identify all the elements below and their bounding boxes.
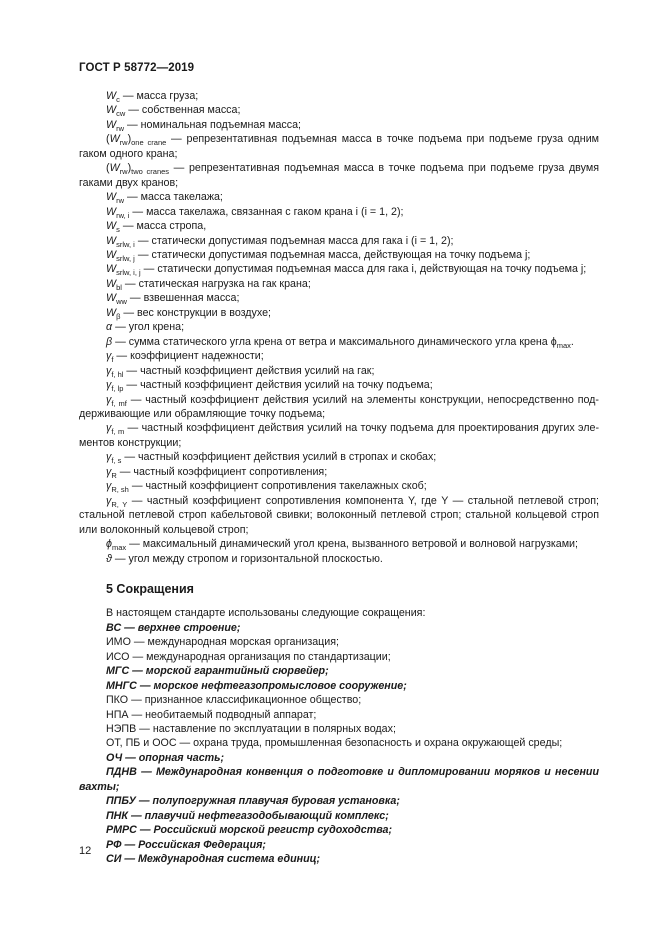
abbreviation-item: МНГС — морское нефтегазопромысловое сооружение; (106, 679, 407, 692)
definition-subscript: c (116, 95, 120, 104)
definition-symbol: W (106, 118, 117, 131)
definition-text: — сумма статического угла крена от ветра и максимального динамического угла крена ϕ (112, 335, 557, 348)
definition-subscript: f, m (111, 427, 125, 437)
definition-item (79, 190, 599, 204)
definition-text: — масса такелажа, связанная с гаком крана i (i = 1, 2); (129, 205, 404, 218)
definition-symbol: W (106, 234, 117, 247)
definition-item (79, 277, 599, 291)
abbreviation-item: НПА — необитаемый подводный аппарат; (106, 708, 317, 721)
definition-tail-subscript: max (556, 340, 571, 350)
abbreviation-item: ОЧ — опорная часть; (106, 751, 225, 764)
abbreviation-item: ИСО — международная организация по стандартизации; (106, 650, 391, 663)
definition-item (79, 378, 599, 392)
definition-symbol: ϑ (106, 552, 112, 565)
definition-symbol: γ (106, 480, 112, 493)
abbreviation-item: ППБУ — полупогружная плавучая буровая установка; (106, 795, 400, 808)
definition-text: — репрезентативная подъемная масса в точке подъема при подъеме груза одним гаком одного крана; (79, 133, 600, 160)
definition-subscript: ww (116, 297, 127, 307)
definition-item (79, 89, 599, 103)
definition-text: — частный коэффициент действия усилий на точку подъема; (123, 379, 433, 392)
definition-symbol: γ (106, 350, 112, 363)
definition-text: — статически допустимая подъемная масса для гака i (i = 1, 2); (134, 234, 454, 247)
definition-symbol: W (106, 248, 117, 261)
definition-symbol: γ (106, 379, 112, 392)
section-intro: В настоящем стандарте использованы следующие сокращения: (106, 607, 426, 620)
definition-subscript: β (116, 311, 121, 321)
definition-subscript: cw (116, 109, 126, 119)
definition-symbol: W (106, 277, 117, 290)
definition-symbol: W (106, 306, 117, 319)
definition-text: — частный коэффициент сопротивления такелажных скоб; (128, 480, 427, 493)
definition-item (79, 234, 599, 248)
abbreviation-item: ПКО — признанное классификационное общество; (106, 694, 362, 707)
definition-text: — масса груза; (119, 90, 199, 102)
abbreviation-item: НЭПВ — наставление по эксплуатации в полярных водах; (106, 723, 396, 736)
definition-symbol: W (106, 191, 117, 204)
page-content (79, 89, 599, 867)
definition-subscript: rw (119, 138, 128, 148)
definition-symbol: ϕ (106, 538, 112, 551)
abbreviation-item: ПДНВ — Международная конвенция о подготовке и дипломировании моряков и несении вахты; (79, 766, 599, 793)
definition-symbol: W (106, 220, 117, 233)
definition-item (79, 450, 599, 464)
definition-item (79, 291, 599, 305)
definition-item: $(W_{rw})_{one crane}$ — репрезентативная подъемная масса в точке подъема при подъеме груза одним гаком одного крана; (79, 133, 600, 160)
definition-symbol: W (106, 205, 117, 218)
definition-text: — частный коэффициент действия усилий на точку подъема для проектирования других эле-ментов конструкции; (79, 422, 599, 449)
definition-item (79, 465, 599, 479)
definition-text: — статически допустимая подъемная масса, действующая на точку подъема j; (134, 248, 531, 261)
definition-item (79, 479, 599, 493)
definition-symbol: α (106, 321, 113, 334)
abbreviations-list (79, 621, 599, 867)
definition-symbol: β (106, 335, 113, 348)
definition-item (79, 537, 599, 551)
definition-item (79, 335, 599, 349)
definition-item (79, 393, 599, 422)
section-heading: 5 Сокращения (106, 581, 194, 596)
definition-subscript: rw (119, 167, 128, 177)
definition-subscript: s (116, 225, 120, 235)
definition-symbol: γ (106, 364, 112, 377)
definition-text: — статическая нагрузка на гак крана; (121, 277, 311, 290)
definition-text: — собственная масса; (125, 104, 241, 117)
definition-text: — вес конструкции в воздухе; (120, 306, 272, 319)
abbreviation-item: ВС — верхнее строение; (106, 621, 241, 634)
abbreviation-item: ОТ, ПБ и ООС — охрана труда, промышленная безопасность и охрана окружающей среды; (106, 737, 563, 750)
definition-symbol: W (106, 104, 117, 117)
definition-text: — коэффициент надежности; (113, 350, 264, 363)
definition-subscript: rw (116, 196, 125, 206)
definition-item (79, 205, 599, 219)
definition-item (79, 103, 599, 117)
definition-symbol: W (109, 133, 120, 146)
definitions-list (79, 89, 599, 566)
definition-tail: . (570, 335, 574, 348)
definition-symbol: W (109, 162, 120, 175)
abbreviation-item: СИ — Международная система единиц; (106, 853, 321, 866)
definition-text: — масса стропа, (119, 220, 207, 233)
abbreviation-item: РФ — Российская Федерация; (106, 838, 266, 851)
definition-symbol: γ (106, 393, 112, 406)
definition-item (79, 248, 599, 262)
definition-subscript: srlw, j (116, 253, 135, 263)
page-number: 12 (79, 845, 92, 857)
definition-item (79, 118, 599, 132)
definition-text: — взвешенная масса; (126, 292, 240, 305)
definition-subscript: f (111, 355, 114, 365)
definition-item: $(W_{rw})_{two cranes}$ — репрезентативная подъемная масса в точке подъема при подъеме груза двумя гаками двух кранов; (79, 162, 599, 189)
document-header: ГОСТ Р 58772—2019 (79, 62, 195, 74)
definition-subscript: rw (116, 123, 125, 133)
definition-text: — частный коэффициент сопротивления; (116, 465, 328, 478)
definition-text: — статически допустимая подъемная масса для гака i, действующая на точку подъема j; (140, 263, 587, 276)
definition-item (79, 421, 599, 450)
definition-subscript: max (111, 543, 127, 553)
definition-item (79, 262, 599, 276)
definition-subscript: R, sh (111, 485, 129, 495)
definition-text: — масса такелажа; (124, 191, 223, 204)
definition-text: — номинальная подъемная масса; (124, 118, 302, 131)
definition-symbol: γ (106, 451, 112, 464)
definition-subscript: srlw, i, j (116, 268, 141, 278)
definition-subscript: bl (116, 282, 122, 292)
definition-text: — частный коэффициент сопротивления компонента Y, где Y — стальной петлевой строп; стальной петлевой строп кабельтовой свивки; волоконный петлевой строп; стальной кольцевой строп или волоконный кольцевой строп; (79, 494, 599, 536)
abbreviation-item: РМРС — Российский морской регистр судоходства; (106, 824, 393, 837)
abbreviation-item: ИМО — международная морская организация; (106, 636, 340, 649)
definition-subscript: f, mf (111, 398, 127, 408)
definition-text: — угол крена; (112, 321, 185, 334)
definition-item (79, 306, 599, 320)
definition-symbol: γ (106, 494, 112, 507)
definition-symbol: γ (106, 422, 112, 435)
definition-subscript-outer: two cranes (131, 167, 170, 177)
definition-item (79, 349, 599, 363)
definition-item (79, 552, 599, 566)
definition-text: — частный коэффициент действия усилий в стропах и скобах; (121, 451, 437, 464)
definition-symbol: W (106, 90, 117, 102)
definition-item (79, 494, 599, 537)
definition-subscript: R, Y (111, 499, 128, 509)
abbreviation-item: МГС — морской гарантийный сюрвейер; (106, 665, 329, 678)
definition-subscript: f, s (111, 456, 122, 466)
definition-subscript: rw, i (116, 210, 130, 220)
definition-subscript: f, hl (111, 369, 124, 379)
definition-text: — максимальный динамический угол крена, вызванного ветровой и волновой нагрузками; (126, 538, 578, 551)
abbreviation-item: ПНК — плавучий нефтегазодобывающий комплекс; (106, 809, 389, 822)
definition-text: — репрезентативная подъемная масса в точке подъема при подъеме груза двумя гаками двух кранов; (79, 162, 599, 189)
definition-text: — частный коэффициент действия усилий на элементы конструкции, непосредственно под-держивающие или обрамляющие точку подъема; (79, 393, 599, 420)
definition-symbol: γ (106, 465, 112, 478)
definition-item (79, 219, 599, 233)
definition-subscript: f, lp (111, 384, 124, 394)
definition-item (79, 364, 599, 378)
definition-text: — угол между стропом и горизонтальной плоскостью. (111, 552, 383, 565)
definition-subscript: R (111, 470, 117, 480)
definition-subscript-outer: one crane (131, 138, 167, 148)
definition-subscript: srlw, i (116, 239, 135, 249)
definition-symbol: W (106, 263, 117, 276)
definition-item (79, 320, 599, 334)
definition-text: — частный коэффициент действия усилий на гак; (123, 364, 375, 377)
definition-symbol: W (106, 292, 117, 305)
